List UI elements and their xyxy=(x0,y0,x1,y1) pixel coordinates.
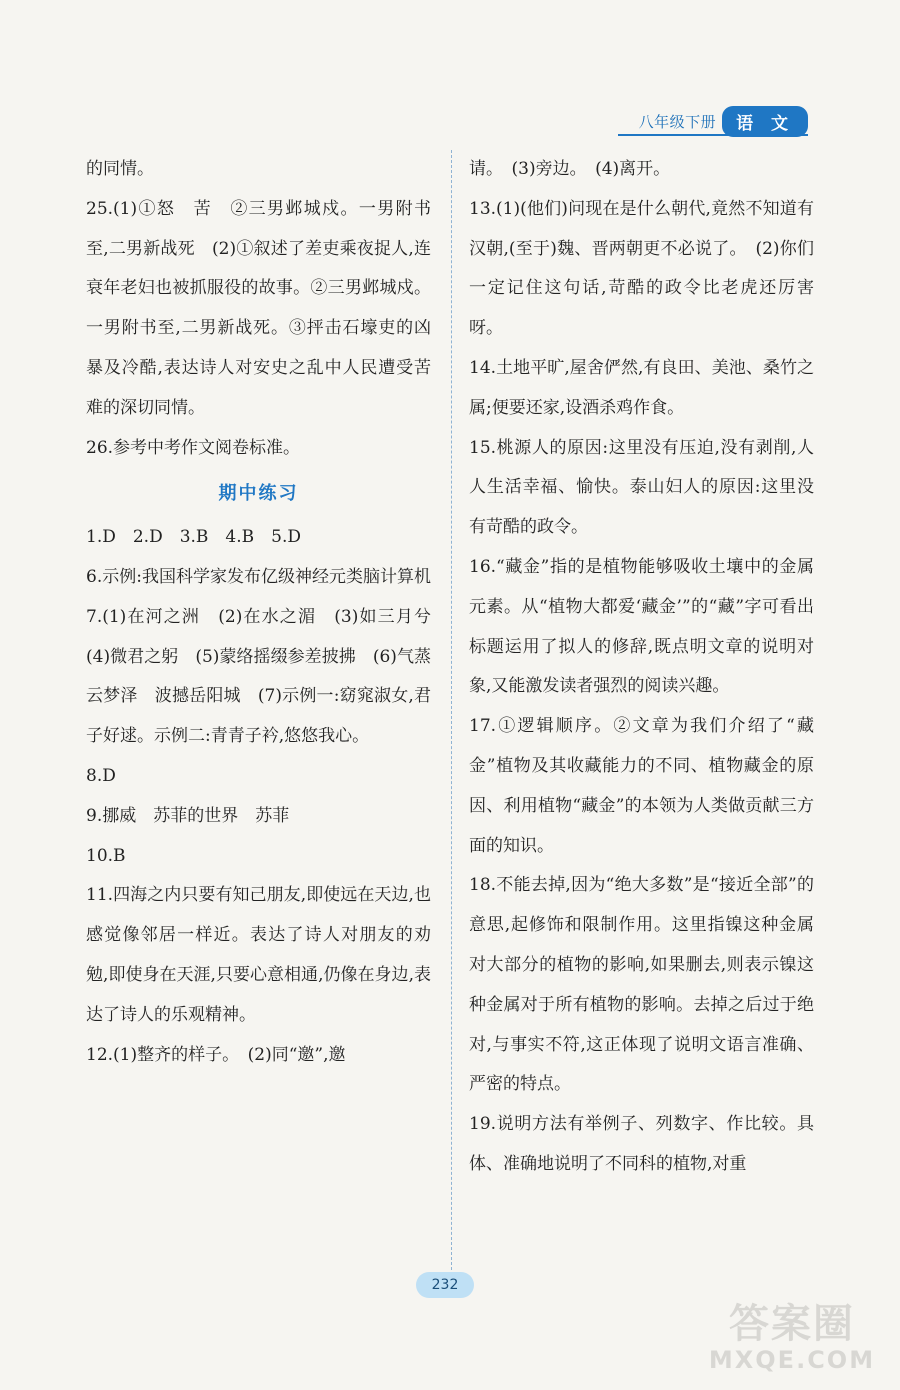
answer-paragraph: 的同情。 xyxy=(86,159,154,179)
left-column xyxy=(86,150,448,1075)
answer-paragraph: 26.参考中考作文阅卷标准。 xyxy=(86,437,301,458)
section-title: 期中练习 xyxy=(218,483,299,505)
page-number: 232 xyxy=(416,1272,474,1298)
watermark xyxy=(702,1302,882,1374)
grade-label: 八年级下册 xyxy=(638,113,717,131)
answer-paragraph: 11.四海之内只要有知己朋友,即使远在天边,也感觉像邻居一样近。表达了诗人对朋友的劝勉,即使身在天涯,只要心意相通,仍像在身边,表达了诗人的乐观精神。 xyxy=(86,885,431,1025)
answer-paragraph: 7.(1)在河之洲 (2)在水之湄 (3)如三月兮 (4)微君之躬 (5)蒙络摇缀参差披拂 (6)气蒸云梦泽 波撼岳阳城 (7)示例一:窈窕淑女,君子好逑。示例二:青青子衿,悠悠我心。 xyxy=(86,606,448,747)
answer-paragraph: 6.示例:我国科学家发布亿级神经元类脑计算机 xyxy=(86,566,431,587)
watermark-logo: 答案圈 xyxy=(729,1301,855,1347)
watermark-url: MXQE.COM xyxy=(708,1346,876,1374)
right-column xyxy=(469,150,814,1185)
column-divider xyxy=(451,150,452,1270)
answer-paragraph: 19.说明方法有举例子、列数字、作比较。具体、准确地说明了不同科的植物,对重 xyxy=(469,1114,814,1174)
answer-paragraph: 12.(1)整齐的样子。 (2)同“邀”,邀 xyxy=(86,1044,346,1065)
answer-paragraph: 17.①逻辑顺序。②文章为我们介绍了“藏金”植物及其收藏能力的不同、植物藏金的原因、利用植物“藏金”的本领为人类做贡献三方面的知识。 xyxy=(469,716,814,856)
answer-paragraph: 16.“藏金”指的是植物能够吸收土壤中的金属元素。从“植物大都爱‘藏金’”的“藏”字可看出标题运用了拟人的修辞,既点明文章的说明对象,又能激发读者强烈的阅读兴趣。 xyxy=(469,556,814,697)
answer-paragraph: 14.土地平旷,屋舍俨然,有良田、美池、桑竹之属;便要还家,设酒杀鸡作食。 xyxy=(469,357,814,418)
answer-paragraph: 10.B xyxy=(86,845,126,866)
answer-paragraph: 1.D 2.D 3.B 4.B 5.D xyxy=(86,527,301,548)
answer-paragraph: 13.(1)(他们)问现在是什么朝代,竟然不知道有汉朝,(至于)魏、晋两朝更不必说了。 (2)你们一定记住这句话,苛酷的政令比老虎还厉害呀。 xyxy=(469,198,814,339)
answer-paragraph: 请。 (3)旁边。 (4)离开。 xyxy=(469,159,671,179)
answer-paragraph: 8.D xyxy=(86,765,116,786)
answer-paragraph: 9.挪威 苏菲的世界 苏菲 xyxy=(86,805,290,826)
header xyxy=(639,106,808,137)
answer-paragraph: 18.不能去掉,因为“绝大多数”是“接近全部”的意思,起修饰和限制作用。这里指镍这种金属对大部分的植物的影响,如果删去,则表示镍这种金属对于所有植物的影响。去掉之后过于绝对,与事实不符,这正体现了说明文语言准确、严密的特点。 xyxy=(469,875,814,1095)
answer-paragraph: 25.(1)①怒 苦 ②三男邺城戍。一男附书至,二男新战死 (2)①叙述了差吏乘夜捉人,连衰年老妇也被抓服役的故事。②三男邺城戍。一男附书至,二男新战死。③抨击石壕吏的凶暴及冷酷,表达诗人对安史之乱中人民遭受苦难的深切同情。 xyxy=(86,198,431,418)
answer-paragraph: 15.桃源人的原因:这里没有压迫,没有剥削,人人生活幸福、愉快。泰山妇人的原因:这里没有苛酷的政令。 xyxy=(469,437,814,538)
header-rule xyxy=(618,134,808,136)
subject-badge: 语 文 xyxy=(722,106,808,137)
